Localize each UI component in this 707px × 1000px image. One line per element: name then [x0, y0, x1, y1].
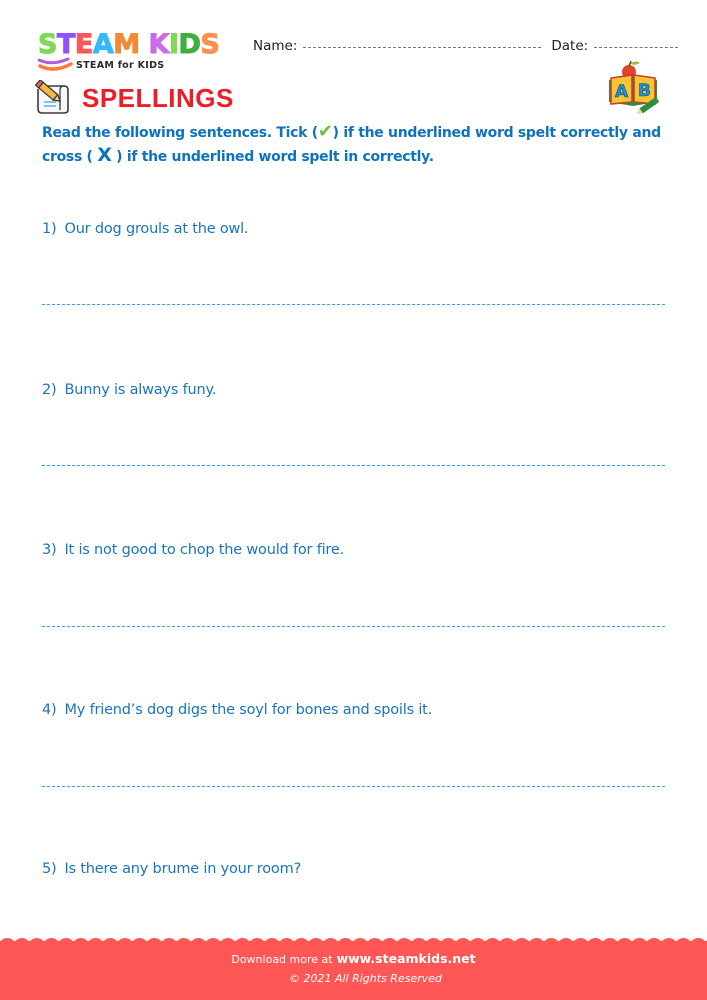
abc-book-apple-icon	[605, 60, 665, 114]
question-text: Bunny is always funy.	[64, 382, 217, 398]
logo-letter: A	[92, 29, 114, 60]
logo-letter: D	[178, 29, 201, 60]
cross-mark-icon: X	[97, 144, 112, 166]
date-label: Date:	[551, 38, 589, 54]
question-text: Our dog grouls at the owl.	[64, 221, 249, 237]
question-text: Is there any brume in your room?	[64, 861, 302, 877]
answer-line-3[interactable]	[42, 626, 665, 627]
svg-text:A: A	[615, 82, 629, 102]
logo-letter: E	[74, 29, 93, 60]
name-field[interactable]	[303, 47, 541, 48]
logo-wordmark	[38, 30, 219, 60]
question-number: 1)	[42, 221, 57, 237]
footer-download	[0, 951, 707, 966]
question-number: 5)	[42, 861, 57, 877]
name-date-row	[253, 38, 688, 54]
logo-tagline: STEAM for KIDS	[76, 60, 165, 71]
question-number: 2)	[42, 382, 57, 398]
steam-kids-logo	[38, 30, 238, 72]
worksheet-title-row	[34, 80, 234, 116]
logo-letter: I	[168, 29, 179, 60]
answer-line-4[interactable]	[42, 786, 665, 787]
logo-swoosh-icon	[38, 57, 74, 73]
worksheet-title: SPELLINGS	[82, 82, 234, 113]
instructions-part2: ) if the underlined word spelt correctly and cross (	[42, 125, 661, 165]
logo-letter: S	[200, 29, 220, 60]
answer-line-2[interactable]	[42, 465, 665, 466]
svg-text:B: B	[638, 81, 651, 101]
instructions-part1: Read the following sentences. Tick (	[42, 125, 318, 141]
name-label: Name:	[253, 38, 298, 54]
footer-website-link[interactable]: www.steamkids.net	[336, 951, 476, 966]
footer-copyright: © 2021 All Rights Reserved	[288, 972, 442, 985]
question-3	[42, 542, 344, 558]
question-number: 4)	[42, 702, 57, 718]
logo-space	[140, 29, 149, 60]
question-1	[42, 221, 248, 237]
question-2	[42, 382, 216, 398]
logo-letter: T	[56, 29, 75, 60]
question-5	[42, 861, 301, 877]
check-mark-icon: ✔	[317, 121, 333, 142]
logo-letter: K	[148, 29, 169, 60]
question-text: My friend’s dog digs the soyl for bones and spoils it.	[64, 702, 433, 718]
footer-download-prefix: Download more at	[231, 953, 333, 966]
footer	[0, 941, 707, 1000]
question-number: 3)	[42, 542, 57, 558]
question-text: It is not good to chop the would for fire.	[64, 542, 344, 558]
logo-letter: S	[38, 29, 57, 60]
pencil-scroll-icon	[34, 80, 72, 116]
question-4	[42, 702, 432, 718]
date-field[interactable]	[594, 47, 678, 48]
answer-line-1[interactable]	[42, 304, 665, 305]
instructions-part3: ) if the underlined word spelt in correctly.	[111, 149, 434, 165]
instructions-text	[42, 121, 682, 168]
logo-letter: M	[113, 29, 140, 60]
